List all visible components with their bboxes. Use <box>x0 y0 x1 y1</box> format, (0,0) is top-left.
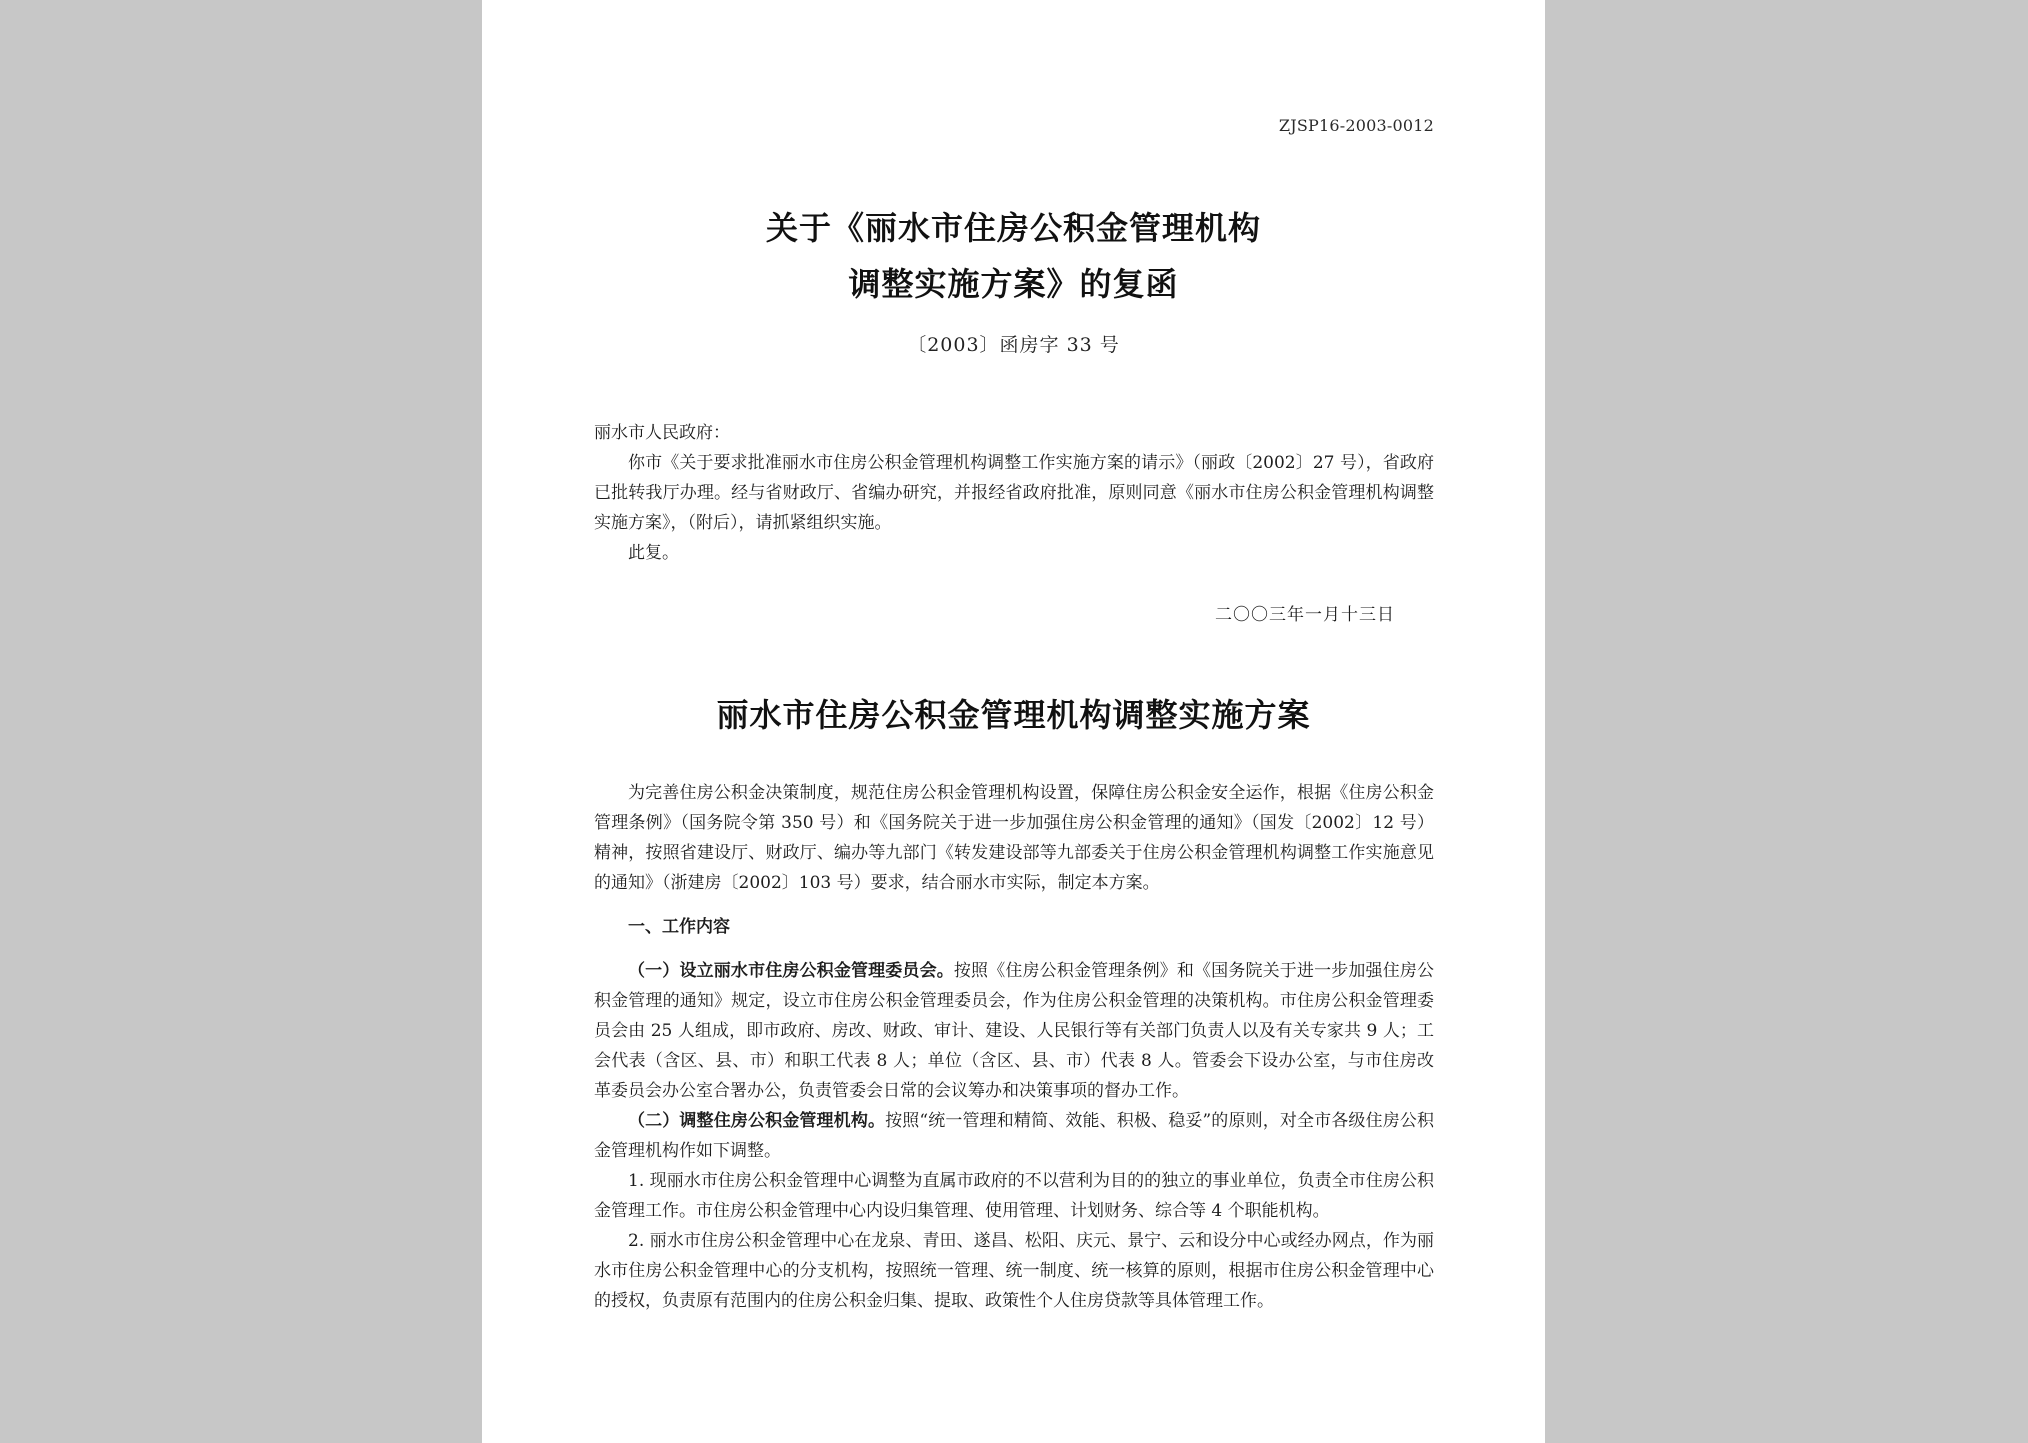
item-2-text: 按照“统一管理和精简、效能、积极、稳妥”的原则，对全市各级住房公积金管理机构作如下调整。 <box>594 1111 1434 1161</box>
reply-title <box>482 200 1545 312</box>
section-heading: 一、工作内容 <box>628 917 730 937</box>
item-1-text: 按照《住房公积金管理条例》和《国务院关于进一步加强住房公积金管理的通知》规定，设立市住房公积金管理委员会，作为住房公积金管理的决策机构。市住房公积金管理委员会由 25 人组成，即市政府、房改、财政、审计、建设、人民银行等有关部门负责人以及有关专家共 9 人；工会代表（含区、县、市）和职工代表 8 人；单位（含区、县、市）代表 8 人。管委会下设办公室，与市住房改革委员会办公室合署办公，负责管委会日常的会议筹办和决策事项的督办工作。 <box>594 961 1434 1101</box>
closing-remark: 此复。 <box>628 543 679 563</box>
plan-body <box>594 778 1434 1316</box>
plan-title: 丽水市住房公积金管理机构调整实施方案 <box>716 696 1311 734</box>
reply-title-line-2: 调整实施方案》的复函 <box>848 265 1179 303</box>
item-1-paragraph <box>594 956 1434 1106</box>
reply-body <box>594 418 1434 568</box>
reply-date: 二〇〇三年一月十三日 <box>1215 605 1395 625</box>
document-page <box>482 0 1545 1443</box>
document-code: ZJSP16-2003-0012 <box>1278 116 1434 135</box>
point-2-paragraph: 2. 丽水市住房公积金管理中心在龙泉、青田、遂昌、松阳、庆元、景宁、云和设分中心或经办网点，作为丽水市住房公积金管理中心的分支机构，按照统一管理、统一制度、统一核算的原则，根据市住房公积金管理中心的授权，负责原有范围内的住房公积金归集、提取、政策性个人住房贷款等具体管理工作。 <box>594 1231 1434 1311</box>
salutation: 丽水市人民政府： <box>594 423 730 443</box>
item-2-lead: （二）调整住房公积金管理机构。 <box>628 1111 886 1131</box>
document-number: 〔2003〕函房字 33 号 <box>907 334 1120 356</box>
item-2-paragraph <box>594 1106 1434 1166</box>
item-1-lead: （一）设立丽水市住房公积金管理委员会。 <box>628 961 954 981</box>
reply-title-line-1: 关于《丽水市住房公积金管理机构 <box>765 209 1261 247</box>
reply-paragraph: 你市《关于要求批准丽水市住房公积金管理机构调整工作实施方案的请示》（丽政〔2002〕27 号），省政府已批转我厅办理。经与省财政厅、省编办研究，并报经省政府批准，原则同意《丽水市住房公积金管理机构调整实施方案》，（附后），请抓紧组织实施。 <box>594 453 1434 533</box>
point-1-paragraph: 1. 现丽水市住房公积金管理中心调整为直属市政府的不以营利为目的的独立的事业单位，负责全市住房公积金管理工作。市住房公积金管理中心内设归集管理、使用管理、计划财务、综合等 4 个职能机构。 <box>594 1171 1434 1221</box>
plan-intro: 为完善住房公积金决策制度，规范住房公积金管理机构设置，保障住房公积金安全运作，根据《住房公积金管理条例》（国务院令第 350 号）和《国务院关于进一步加强住房公积金管理的通知》（国发〔2002〕12 号）精神，按照省建设厅、财政厅、编办等九部门《转发建设部等九部委关于住房公积金管理机构调整工作实施意见的通知》（浙建房〔2002〕103 号）要求，结合丽水市实际，制定本方案。 <box>594 783 1434 893</box>
